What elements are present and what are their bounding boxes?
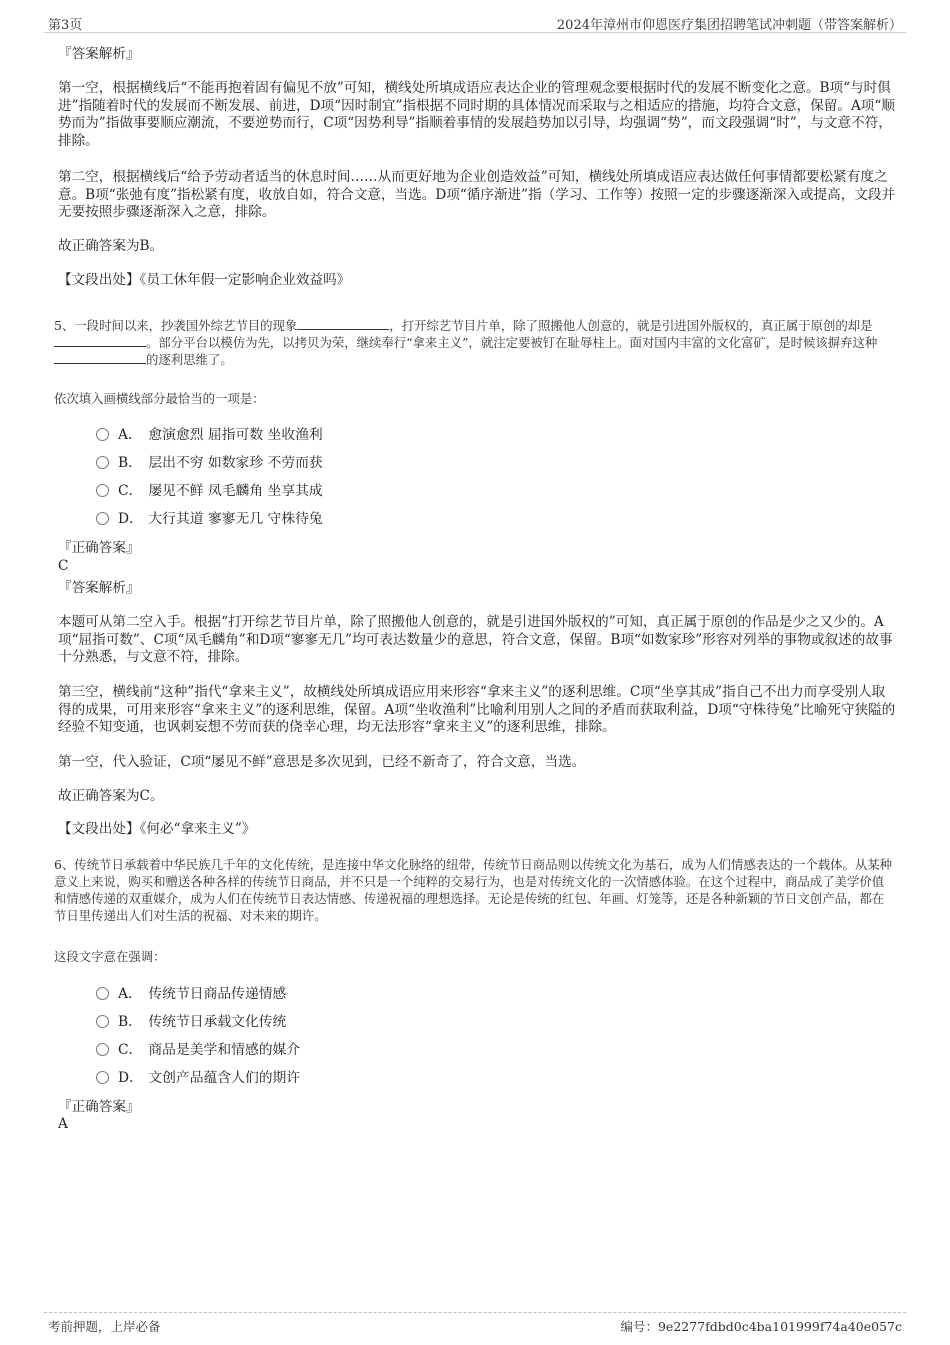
radio-button-icon[interactable] [96, 484, 109, 497]
radio-button-icon[interactable] [96, 512, 109, 525]
q5-stem: 5、一段时间以来，抄袭国外综艺节目的现象 ，打开综艺节目片单，除了照搬他人创意的，就是引进国外版权的，真正属于原创的却是。部分平台以模仿为先，以拷贝为荣，继续奉行“拿来主义”，就注定要被钉在耻辱柱上。面对国内丰富的文化富矿，是时候该摒弃这种的逐利思维了。 [54, 318, 878, 367]
q5-answer-heading: 『正确答案』 [58, 540, 140, 556]
q6-answer: A [58, 1116, 68, 1132]
q5-conclusion: 故正确答案为C。 [58, 788, 164, 804]
q6-option-d[interactable]: D． 文创产品蕴含人们的期许 [96, 1068, 300, 1088]
q5-source: 【文段出处】《何必“拿来主义”》 [58, 821, 256, 837]
q5-option-b[interactable]: B． 层出不穷 如数家珍 不劳而获 [96, 453, 323, 473]
q4-analysis-para1: 第一空，根据横线后“不能再抱着固有偏见不放”可知，横线处所填成语应表达企业的管理观念要根据时代的发展不断变化之意。B项“与时俱进”指随着时代的发展而不断发展、前进，D项“因时制宜”指根据不同时期的具体情况而采取与之相适应的措施，均符合文意，保留。A项“顺势而为”指做事要顺应潮流，不要逆势而行，C项“因势利导”指顺着事情的发展趋势加以引导，均强调“势”，而文段强调“时”，与文意不符，排除。 [58, 80, 895, 149]
page-header [44, 10, 906, 33]
q6-prompt: 这段文字意在强调： [54, 949, 166, 964]
q5-option-d[interactable]: D． 大行其道 寥寥无几 守株待兔 [96, 509, 323, 529]
radio-button-icon[interactable] [96, 1043, 109, 1056]
page-number: 第3页 [48, 18, 83, 33]
q6-option-b[interactable]: B． 传统节日承载文化传统 [96, 1012, 286, 1032]
q6-stem: 6、传统节日承载着中华民族几千年的文化传统，是连接中华文化脉络的纽带，传统节日商品则以传统文化为基石，成为人们情感表达的一个载体。从某种意义上来说，购买和赠送各种各样的传统节日商品，并不只是一个纯粹的交易行为，也是对传统文化的一次情感体验。在这个过程中，商品成了美学价值和情感传递的双重媒介，成为人们在传统节日表达情感、传递祝福的理想选择。无论是传统的红包、年画、灯笼等，还是各种新颖的节日文创产品，都在节日里传递出人们对生活的祝福、对未来的期许。 [54, 857, 893, 923]
radio-button-icon[interactable] [96, 428, 109, 441]
q4-conclusion: 故正确答案为B。 [58, 238, 164, 254]
q6-answer-heading: 『正确答案』 [58, 1099, 140, 1115]
q5-analysis-para1: 本题可从第二空入手。根据“打开综艺节目片单，除了照搬他人创意的，就是引进国外版权的”可知，真正属于原创的作品是少之又少的。A项“屈指可数”、C项“凤毛麟角”和D项“寥寥无几”均可表达数量少的意思，符合文意，保留。B项“如数家珍”形容对列举的事物或叙述的故事十分熟悉，与文意不符，排除。 [58, 614, 893, 665]
footer-slogan: 考前押题，上岸必备 [48, 1319, 161, 1334]
radio-button-icon[interactable] [96, 456, 109, 469]
q5-answer: C [58, 558, 69, 574]
fill-blank-2 [54, 334, 146, 347]
q6-option-a[interactable]: A． 传统节日商品传递情感 [96, 984, 286, 1004]
q5-prompt: 依次填入画横线部分最恰当的一项是： [54, 391, 265, 406]
page-footer [44, 1312, 906, 1337]
radio-button-icon[interactable] [96, 987, 109, 1000]
radio-button-icon[interactable] [96, 1071, 109, 1084]
fill-blank-3 [54, 351, 146, 364]
radio-button-icon[interactable] [96, 1015, 109, 1028]
q5-analysis-heading: 『答案解析』 [58, 580, 140, 596]
document-title: 2024年漳州市仰恩医疗集团招聘笔试冲刺题（带答案解析） [556, 18, 902, 33]
q4-source: 【文段出处】《员工休年假一定影响企业效益吗》 [58, 272, 351, 288]
q4-analysis-heading: 『答案解析』 [58, 46, 140, 62]
q5-analysis-para3: 第一空，代入验证，C项“屡见不鲜”意思是多次见到，已经不新奇了，符合文意，当选。 [58, 754, 586, 770]
q5-option-c[interactable]: C． 屡见不鲜 凤毛麟角 坐享其成 [96, 481, 323, 501]
q6-option-c[interactable]: C． 商品是美学和情感的媒介 [96, 1040, 300, 1060]
fill-blank-1 [297, 317, 389, 330]
q5-option-a[interactable]: A． 愈演愈烈 屈指可数 坐收渔利 [96, 425, 323, 445]
document-code: 编号：9e2277fdbd0c4ba101999f74a40e057c [620, 1319, 902, 1334]
q5-analysis-para2: 第三空，横线前“这种”指代“拿来主义”，故横线处所填成语应用来形容“拿来主义”的逐利思维。C项“坐享其成”指自己不出力而享受别人取得的成果，可用来形容“拿来主义”的逐利思维，保留。A项“坐收渔利”比喻利用别人之间的矛盾而获取利益，D项“守株待兔”比喻死守狭隘的经验不知变通，也讽刺妄想不劳而获的侥幸心理，均无法形容“拿来主义”的逐利思维，排除。 [58, 684, 896, 735]
q4-analysis-para2: 第二空，根据横线后“给予劳动者适当的休息时间……从而更好地为企业创造效益”可知，横线处所填成语应表达做任何事情都要松紧有度之意。B项“张弛有度”指松紧有度，收放自如，符合文意，当选。D项“循序渐进”指（学习、工作等）按照一定的步骤逐渐深入或提高，文段并无要按照步骤逐渐深入之意，排除。 [58, 169, 896, 220]
